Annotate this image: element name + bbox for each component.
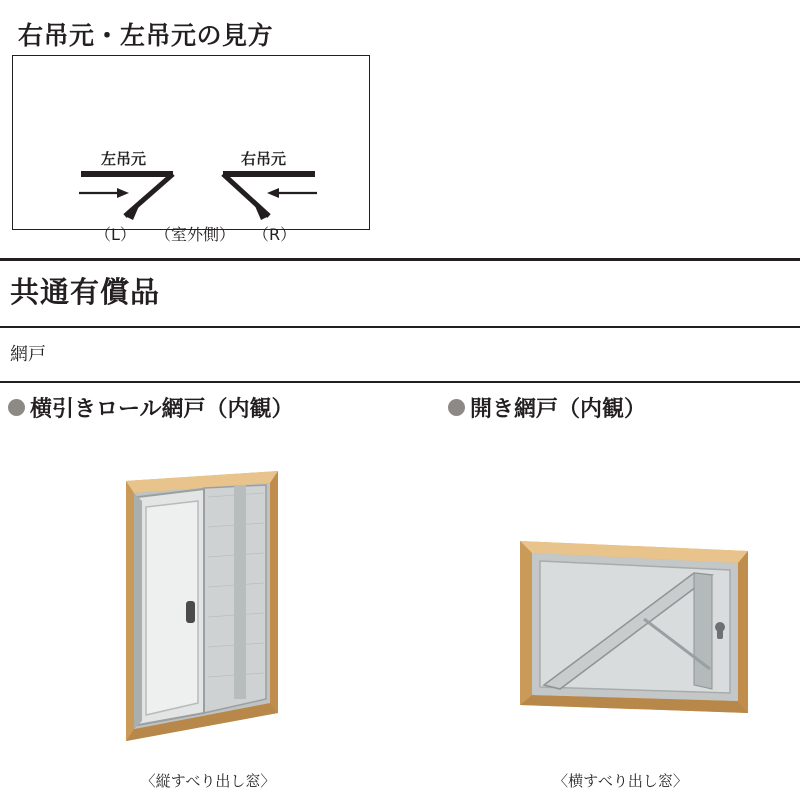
product-column-right — [448, 392, 793, 753]
divider-bottom — [0, 381, 800, 383]
caption-left: 〈縦すべり出し窓〉 — [140, 772, 276, 790]
hinge-section-title: 右吊元・左吊元の見方 — [18, 21, 274, 50]
bullet-icon — [8, 399, 25, 416]
caption-right: 〈横すべり出し窓〉 — [553, 772, 688, 790]
item-heading-roll-screen — [8, 392, 408, 423]
bullet-icon — [448, 399, 465, 416]
horizontal-awning-window-illustration — [448, 423, 793, 753]
item-heading-hinged-screen — [448, 392, 793, 423]
vertical-awning-window-illustration — [8, 423, 408, 753]
label-left-hinge: 左吊元 — [101, 150, 147, 168]
hinge-diagram-box — [12, 55, 370, 244]
item-label: 横引きロール網戸（内観） — [30, 397, 294, 422]
label-right-hinge: 右吊元 — [241, 150, 287, 168]
divider-top — [0, 258, 800, 261]
product-column-left — [8, 392, 408, 753]
section-title: 共通有償品 — [10, 275, 161, 309]
figure-roll-screen-window — [8, 423, 408, 753]
label-outside-note: （室外側） — [155, 225, 236, 244]
label-right-mark: （R） — [253, 225, 297, 244]
divider-mid — [0, 326, 800, 328]
hinge-diagram-svg — [13, 56, 371, 231]
item-label: 開き網戸（内観） — [470, 397, 647, 422]
label-left-mark: （L） — [95, 225, 136, 244]
section-subtitle: 網戸 — [10, 344, 46, 365]
figure-hinged-screen-window — [448, 423, 793, 753]
